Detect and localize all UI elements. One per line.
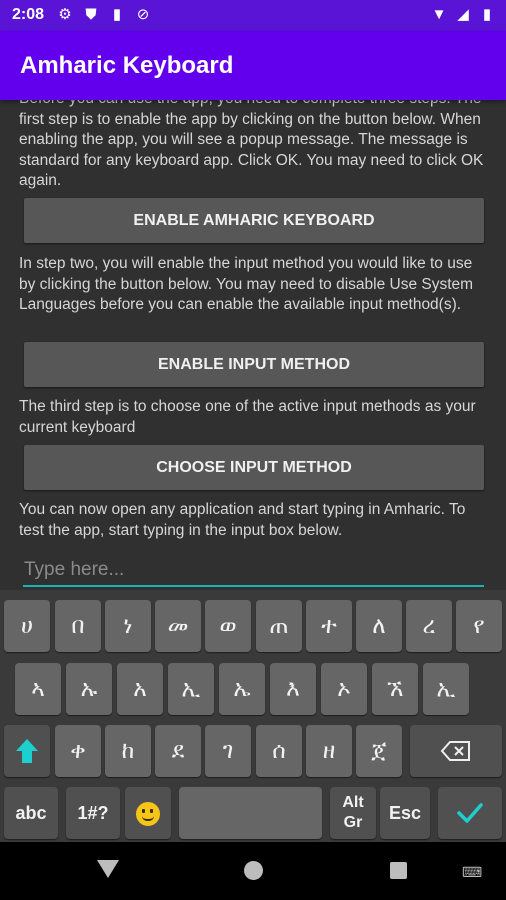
key-row3[interactable]: ሰ (256, 725, 302, 777)
key-row2[interactable]: ኣ (15, 663, 61, 715)
shift-arrow-icon (14, 737, 40, 765)
home-icon[interactable] (244, 861, 263, 880)
navigation-bar (0, 842, 506, 900)
key-row1[interactable]: ለ (356, 600, 402, 652)
backspace-icon (441, 740, 471, 762)
key-row1[interactable]: መ (155, 600, 201, 652)
amharic-keyboard (0, 590, 506, 842)
enable-input-method-button[interactable]: ENABLE INPUT METHOD (24, 342, 484, 387)
status-icons-left (56, 6, 152, 24)
key-row2[interactable]: ኧ (372, 663, 418, 715)
backspace-key[interactable] (410, 725, 502, 777)
type-here-input[interactable] (23, 555, 484, 587)
sd-card-icon: ▮ (112, 6, 122, 23)
status-time: 2:08 (12, 6, 45, 23)
key-row3[interactable]: ዘ (306, 725, 352, 777)
key-row2[interactable]: እ (270, 663, 316, 715)
wifi-icon: ▼ (431, 6, 447, 23)
key-row2[interactable]: ኢ (168, 663, 214, 715)
checkmark-icon (456, 802, 484, 824)
main-content[interactable] (0, 100, 506, 590)
step-three-text: The third step is to choose one of the active input methods as your current keyboard (19, 398, 476, 436)
app-title: Amharic Keyboard (20, 52, 234, 79)
step-two-text: In step two, you will enable the input method you would like to use by clicking the button below. You may need to disable Use System Languages before you can enable the available input method(s). (19, 255, 474, 313)
key-row1[interactable]: የ (456, 600, 502, 652)
space-key[interactable] (179, 787, 322, 839)
key-row3[interactable]: ገ (205, 725, 251, 777)
alt-label: Alt (342, 794, 364, 811)
battery-icon: ▮ (482, 6, 492, 23)
key-row3[interactable]: ቀ (55, 725, 101, 777)
esc-key[interactable]: Esc (380, 787, 430, 839)
final-text: You can now open any application and start typing in Amharic. To test the app, start typing in the input box below. (19, 501, 466, 539)
emoji-key[interactable] (125, 787, 171, 839)
key-row1[interactable]: ወ (205, 600, 251, 652)
key-row2[interactable]: አ (117, 663, 163, 715)
key-row1[interactable]: ጠ (256, 600, 302, 652)
key-row3[interactable]: ጀ (356, 725, 402, 777)
abc-key[interactable]: abc (4, 787, 58, 839)
shield-icon: ⛊ (85, 6, 97, 23)
recents-icon[interactable] (390, 862, 407, 879)
key-row1[interactable]: በ (55, 600, 101, 652)
key-row1[interactable]: ተ (306, 600, 352, 652)
key-row2[interactable]: ኤ (219, 663, 265, 715)
key-row2[interactable]: ኡ (66, 663, 112, 715)
gr-label: Gr (343, 814, 363, 831)
choose-input-method-button[interactable]: CHOOSE INPUT METHOD (24, 445, 484, 490)
intro-text: first step is to enable the app by clicking on the button below. When enabling the app, you will see a popup message. The message is standard for any keyboard app. Click OK. You may need to click OK again. (19, 110, 484, 189)
symbols-key[interactable]: 1#? (66, 787, 120, 839)
emoji-icon (136, 802, 160, 826)
app-bar (0, 31, 506, 100)
enable-amharic-keyboard-button[interactable]: ENABLE AMHARIC KEYBOARD (24, 198, 484, 243)
enter-key[interactable] (438, 787, 502, 839)
shift-key[interactable] (4, 725, 50, 777)
key-row1[interactable]: ነ (105, 600, 151, 652)
key-row1[interactable]: ረ (406, 600, 452, 652)
key-row3[interactable]: ከ (105, 725, 151, 777)
keyboard-switch-icon[interactable]: ⌨ (462, 864, 483, 880)
sync-icon: ⊘ (136, 6, 150, 23)
status-bar (0, 0, 506, 31)
key-row1[interactable]: ሀ (4, 600, 50, 652)
key-row2[interactable]: ኦ (321, 663, 367, 715)
key-row2[interactable]: ኢ (423, 663, 469, 715)
alt-gr-key[interactable] (330, 787, 376, 839)
status-icons-right (430, 6, 496, 24)
key-row3[interactable]: ደ (155, 725, 201, 777)
signal-icon: ◢ (457, 6, 469, 23)
back-icon[interactable] (97, 860, 119, 878)
gear-icon: ⚙ (58, 6, 72, 23)
